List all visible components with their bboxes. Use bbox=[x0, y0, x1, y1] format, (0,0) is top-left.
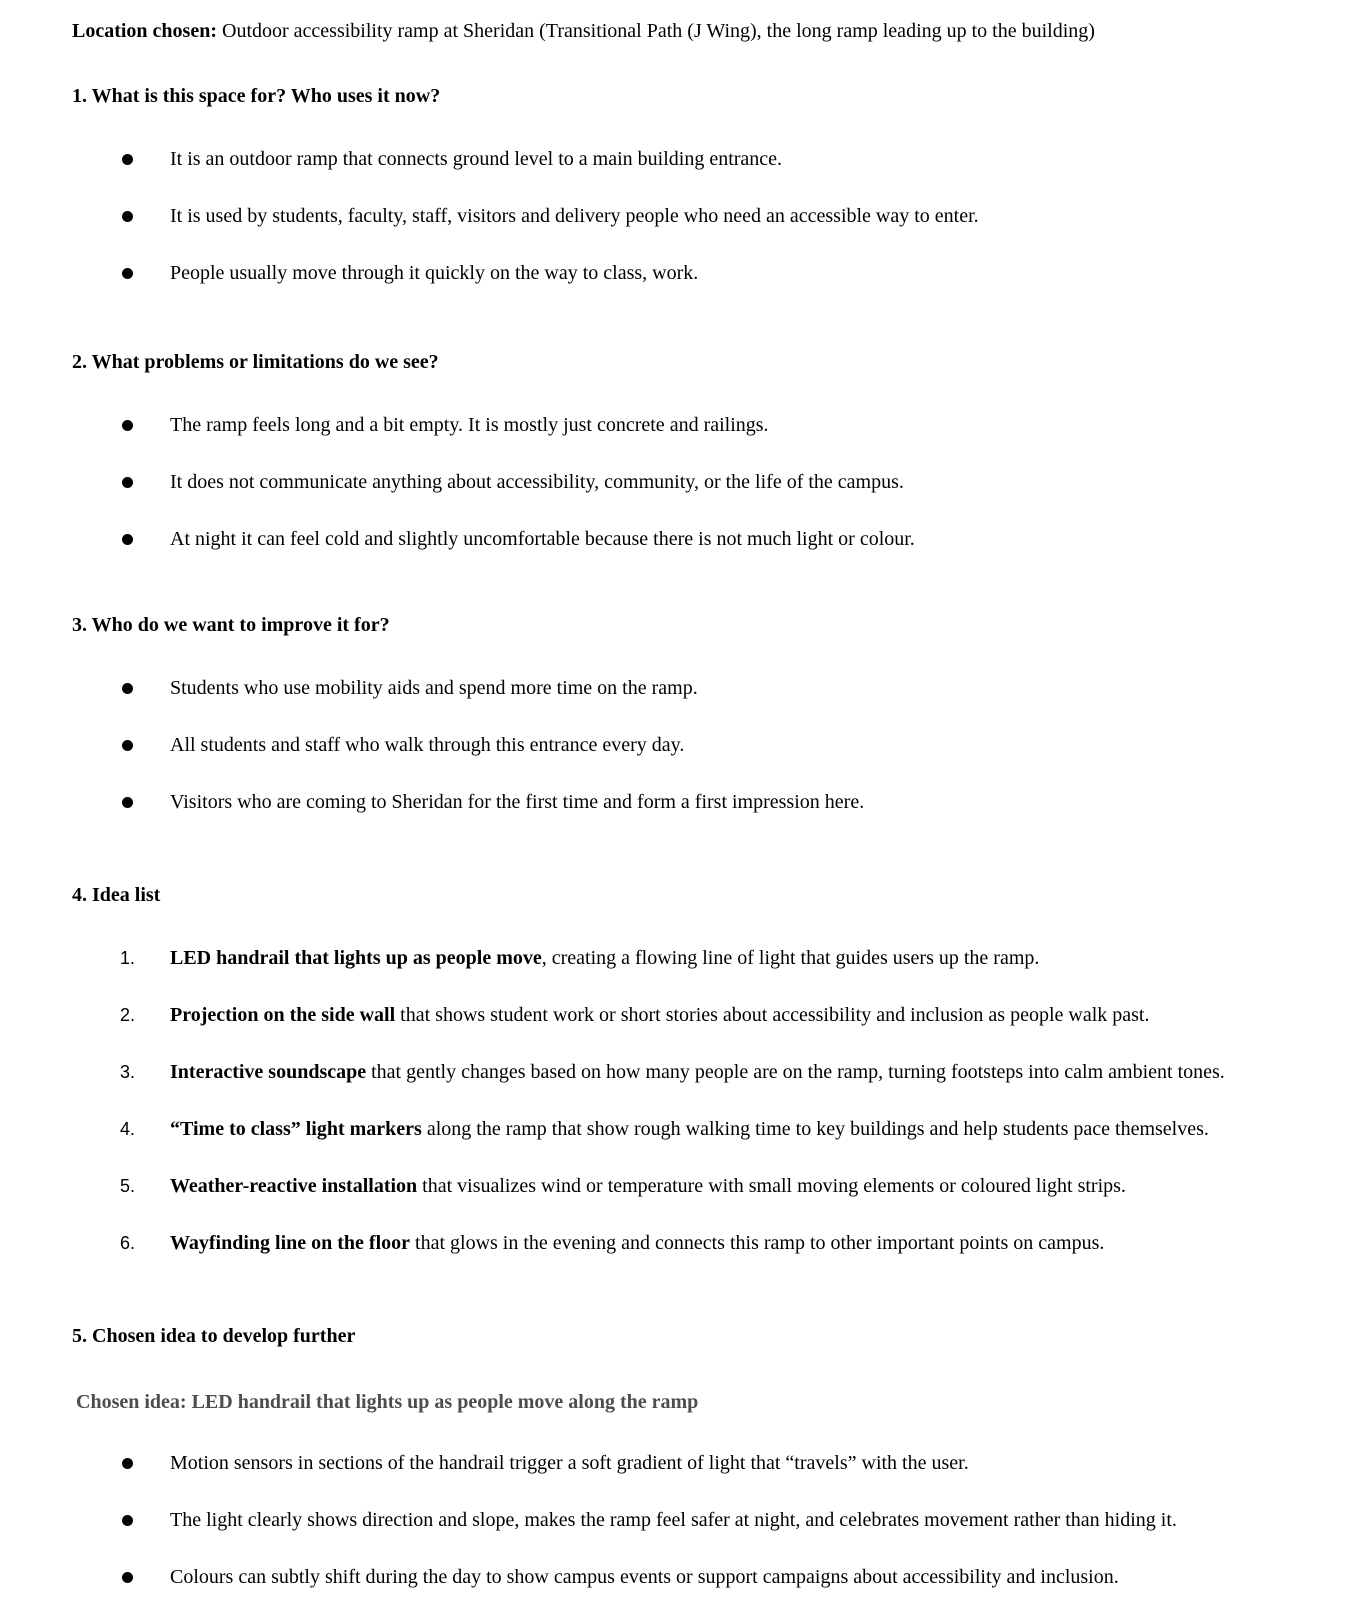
idea-bold-text: LED handrail that lights up as people move bbox=[170, 947, 542, 969]
list-number: 6. bbox=[120, 1233, 136, 1253]
list-item bbox=[72, 1564, 1317, 1590]
section-4-heading: 4. Idea list bbox=[72, 884, 161, 906]
list-item-text: All students and staff who walk through this entrance every day. bbox=[170, 734, 685, 756]
list-item-text: Visitors who are coming to Sheridan for the first time and form a first impression here. bbox=[170, 791, 865, 813]
bullet-icon bbox=[122, 740, 133, 751]
list-item-text bbox=[170, 1175, 1126, 1197]
list-item-text: It does not communicate anything about accessibility, community, or the life of the campus. bbox=[170, 471, 904, 493]
list-number: 5. bbox=[120, 1176, 136, 1196]
list-number: 1. bbox=[120, 948, 136, 968]
bullet-icon bbox=[122, 1515, 133, 1526]
idea-rest-text: , creating a flowing line of light that guides users up the ramp. bbox=[541, 947, 1040, 969]
list-item-text bbox=[170, 1061, 1225, 1083]
list-item bbox=[72, 1230, 1317, 1256]
section-5-heading: 5. Chosen idea to develop further bbox=[72, 1325, 356, 1347]
list-item bbox=[72, 675, 1317, 701]
list-number: 2. bbox=[120, 1005, 136, 1025]
list-item bbox=[72, 1116, 1317, 1142]
list-item bbox=[72, 469, 1317, 495]
list-item bbox=[72, 789, 1317, 815]
list-item bbox=[72, 945, 1317, 971]
list-item-text: The ramp feels long and a bit empty. It is mostly just concrete and railings. bbox=[170, 414, 769, 436]
idea-bold-text: Interactive soundscape bbox=[170, 1061, 367, 1083]
bullet-icon bbox=[122, 211, 133, 222]
section-2-heading: 2. What problems or limitations do we see? bbox=[72, 351, 439, 373]
list-item-text: People usually move through it quickly on the way to class, work. bbox=[170, 262, 699, 284]
list-item-text bbox=[170, 1004, 1150, 1026]
idea-rest-text: that shows student work or short stories about accessibility and inclusion as people walk past. bbox=[395, 1004, 1150, 1026]
bullet-icon bbox=[122, 683, 133, 694]
list-item-text bbox=[170, 947, 1039, 969]
list-item-text: Colours can subtly shift during the day to show campus events or support campaigns about accessibility and inclusion. bbox=[170, 1566, 1119, 1588]
list-item-text: It is used by students, faculty, staff, visitors and delivery people who need an accessible way to enter. bbox=[170, 205, 979, 227]
bullet-icon bbox=[122, 1572, 133, 1583]
bullet-icon bbox=[122, 534, 133, 545]
bullet-icon bbox=[122, 1458, 133, 1469]
list-item bbox=[72, 1173, 1317, 1199]
location-text: Outdoor accessibility ramp at Sheridan (Transitional Path (J Wing), the long ramp leading up to the building) bbox=[217, 20, 1095, 42]
list-item bbox=[72, 526, 1317, 552]
list-item bbox=[72, 146, 1317, 172]
idea-rest-text: that glows in the evening and connects this ramp to other important points on campus. bbox=[410, 1232, 1105, 1254]
list-item-text: At night it can feel cold and slightly uncomfortable because there is not much light or colour. bbox=[170, 528, 915, 550]
chosen-idea-line: Chosen idea: LED handrail that lights up as people move along the ramp bbox=[76, 1391, 699, 1413]
list-item-text: Motion sensors in sections of the handrail trigger a soft gradient of light that “travels” with the user. bbox=[170, 1452, 969, 1474]
list-item-text: It is an outdoor ramp that connects ground level to a main building entrance. bbox=[170, 148, 783, 170]
idea-rest-text: along the ramp that show rough walking time to key buildings and help students pace themselves. bbox=[421, 1118, 1209, 1140]
list-item-text bbox=[170, 1118, 1209, 1140]
list-item bbox=[72, 1059, 1317, 1085]
list-item bbox=[72, 1002, 1317, 1028]
list-item bbox=[72, 203, 1317, 229]
list-number: 4. bbox=[120, 1119, 136, 1139]
idea-bold-text: Weather-reactive installation bbox=[170, 1175, 418, 1197]
list-item bbox=[72, 732, 1317, 758]
list-item bbox=[72, 1450, 1317, 1476]
list-item bbox=[72, 1507, 1317, 1533]
section-1-heading: 1. What is this space for? Who uses it now? bbox=[72, 85, 441, 107]
bullet-icon bbox=[122, 420, 133, 431]
idea-bold-text: Projection on the side wall bbox=[170, 1004, 396, 1026]
list-item-text bbox=[170, 1232, 1104, 1254]
idea-bold-text: “Time to class” light markers bbox=[170, 1118, 422, 1140]
idea-rest-text: that gently changes based on how many people are on the ramp, turning footsteps into calm ambient tones. bbox=[366, 1061, 1225, 1083]
list-item bbox=[72, 260, 1317, 286]
list-item-text: The light clearly shows direction and slope, makes the ramp feel safer at night, and celebrates movement rather than hiding it. bbox=[170, 1509, 1177, 1531]
list-number: 3. bbox=[120, 1062, 136, 1082]
list-item-text: Students who use mobility aids and spend more time on the ramp. bbox=[170, 677, 698, 699]
bullet-icon bbox=[122, 268, 133, 279]
section-3-heading: 3. Who do we want to improve it for? bbox=[72, 614, 390, 636]
list-item bbox=[72, 412, 1317, 438]
idea-rest-text: that visualizes wind or temperature with small moving elements or coloured light strips. bbox=[417, 1175, 1126, 1197]
bullet-icon bbox=[122, 154, 133, 165]
location-label: Location chosen: bbox=[72, 20, 217, 42]
location-line bbox=[72, 18, 1317, 44]
bullet-icon bbox=[122, 797, 133, 808]
bullet-icon bbox=[122, 477, 133, 488]
idea-bold-text: Wayfinding line on the floor bbox=[170, 1232, 411, 1254]
